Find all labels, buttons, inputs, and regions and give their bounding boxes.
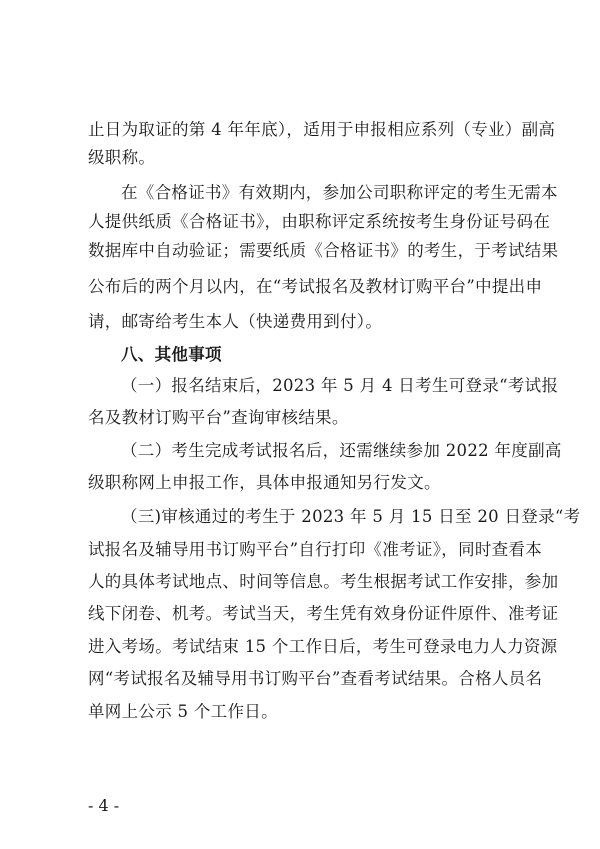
paragraph-2-line-1: 在《合格证书》有效期内，参加公司职称评定的考生无需本	[121, 183, 558, 202]
paragraph-5-line-4: 线下闭卷、机考。考试当天，考生凭有效身份证件原件、准考证	[88, 604, 559, 623]
paragraph-1-line-2: 级职称。	[88, 148, 156, 167]
paragraph-5-line-6: 网“考试报名及辅导用书订购平台”查看考试结果。合格人员名	[88, 669, 543, 688]
paragraph-3-line-2: 名及教材订购平台”查询审核结果。	[88, 408, 349, 427]
paragraph-4-line-2: 级职称网上申报工作，具体申报通知另行发文。	[88, 473, 441, 492]
paragraph-2-line-2: 人提供纸质《合格证书》，由职称评定系统按考生身份证号码在	[88, 212, 551, 231]
paragraph-2-line-3: 数据库中自动验证；需要纸质《合格证书》的考生，于考试结果	[88, 241, 559, 260]
page-number: - 4 -	[88, 796, 120, 815]
paragraph-5-line-3: 人的具体考试地点、时间等信息。考生根据考试工作安排，参加	[88, 572, 559, 591]
section-heading: 八、其他事项	[121, 345, 222, 364]
paragraph-2-line-4: 公布后的两个月以内，在“考试报名及教材订购平台”中提出申	[88, 277, 543, 296]
paragraph-5-line-5: 进入考场。考试结束 15 个工作日后，考生可登录电力人力资源	[88, 637, 558, 656]
paragraph-5-line-2: 试报名及辅导用书订购平台”自行打印《准考证》，同时查看本	[88, 540, 543, 559]
paragraph-4-line-1: （二）考生完成考试报名后，还需继续参加 2022 年度副高	[121, 441, 562, 460]
paragraph-2-line-5: 请，邮寄给考生本人（快递费用到付）。	[88, 312, 383, 331]
paragraph-1-line-1: 止日为取证的第 4 年年底），适用于申报相应系列（专业）副高	[88, 120, 556, 139]
paragraph-3-line-1: （一）报名结束后，2023 年 5 月 4 日考生可登录“考试报	[121, 376, 559, 395]
paragraph-5-line-7: 单网上公示 5 个工作日。	[88, 702, 278, 721]
paragraph-5-line-1: （三)审核通过的考生于 2023 年 5 月 15 日至 20 日登录“考	[121, 507, 581, 526]
